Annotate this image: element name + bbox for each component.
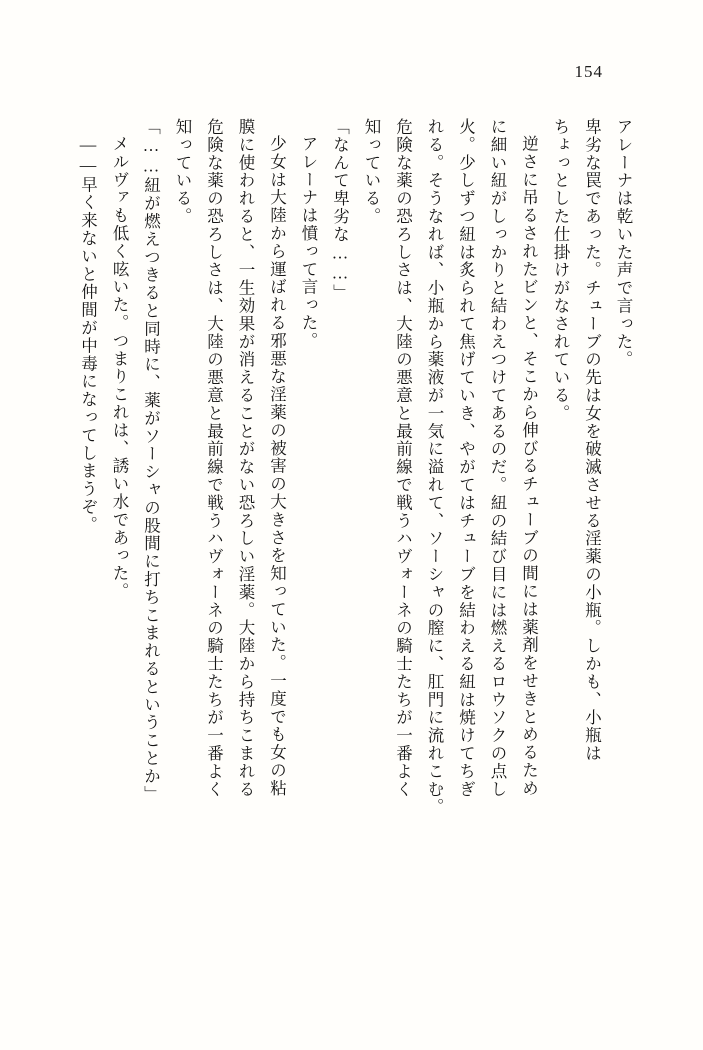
paragraph: ちょっとした仕掛けがなされている。 (551, 118, 570, 423)
paragraph: 卑劣な罠であった。チューブの先は女を破滅させる淫薬の小瓶。しかも、小瓶は (582, 118, 602, 763)
paragraph: 火。少しずつ紐は炙られて焦げていき、やがてはチューブを結わえる紐は焼けてちぎ (456, 118, 476, 799)
paragraph: 逆さに吊るされたビンと、そこから伸びるチューブの間には薬剤をせきとめるため (519, 134, 539, 797)
paragraph: れる。そうなれば、小瓶から薬液が一気に溢れて、ソーシャの膣に、肛門に流れこむ。 (425, 118, 444, 817)
paragraph: 少女は大陸から運ばれる邪悪な淫薬の被害の大きさを知っていた。一度でも女の粘 (267, 134, 287, 797)
paragraph-dialogue: 「なんて卑劣な……」 (330, 118, 350, 302)
paragraph: 知っている。 (173, 118, 192, 226)
paragraph: アレーナは乾いた声で言った。 (614, 118, 633, 369)
body-text-block (52, 118, 639, 948)
paragraph: ——早く来ないと仲間が中毒になってしまうぞ。 (78, 134, 98, 534)
paragraph: メルヴァも低く呟いた。つまりこれは、誘い水であった。 (110, 134, 129, 600)
paragraph: アレーナは憤って言った。 (299, 134, 318, 350)
paragraph: に細い紐がしっかりと結わえつけてあるのだ。紐の結び目には燃えるロウソクの点し (488, 118, 507, 799)
paragraph: 知っている。 (362, 118, 381, 226)
paragraph: 危険な薬の恐ろしさは、大陸の悪意と最前線で戦うハヴォーネの騎士たちが一番よく (204, 118, 224, 799)
paragraph-dialogue: 「……紐が燃えつきると同時に、薬がソーシャの股間に打ちこまれるということか」 (141, 118, 161, 804)
paragraph: 危険な薬の恐ろしさは、大陸の悪意と最前線で戦うハヴォーネの騎士たちが一番よく (393, 118, 413, 799)
page-number: 154 (574, 62, 603, 81)
paragraph: 膜に使われると、一生効果が消えることがない恐ろしい淫薬。大陸から持ちこまれる (236, 118, 255, 799)
